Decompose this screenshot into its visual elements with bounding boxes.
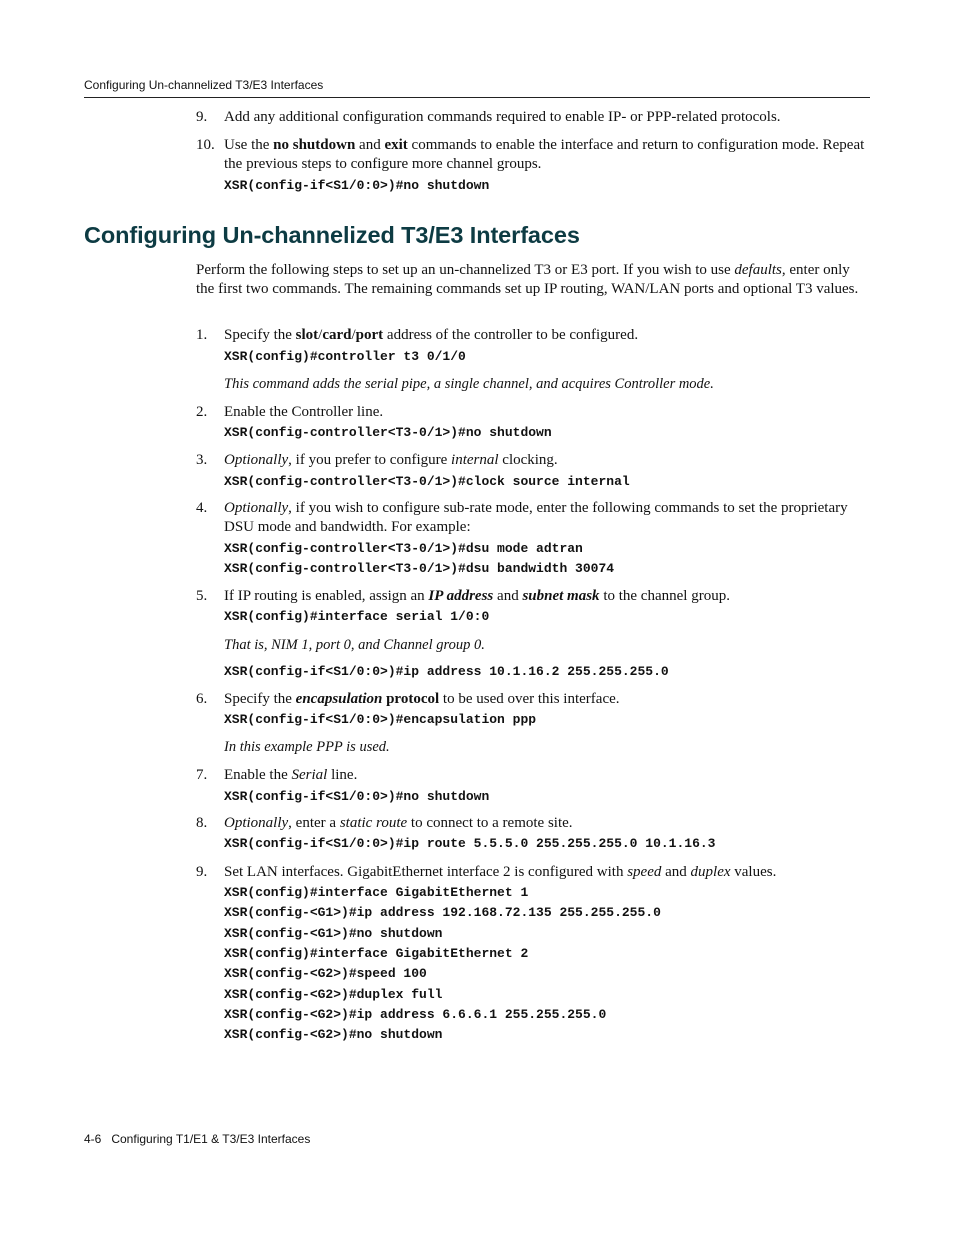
step-text (224, 863, 870, 882)
step-5 (196, 587, 870, 606)
emphasis: encapsulation (295, 691, 383, 707)
section-intro (196, 261, 870, 299)
step-1 (196, 326, 870, 345)
text-run: Specify the (224, 327, 296, 343)
text-run: and (355, 137, 385, 153)
step-note: In this example PPP is used. (224, 739, 390, 755)
text-run: / (351, 327, 356, 343)
emphasis: subnet mask (522, 588, 600, 604)
text-run: commands to enable the interface and return to configuration mode. Repeat the previous steps to configure more channel groups. (224, 137, 865, 172)
text-run: clocking. (498, 452, 558, 468)
step-number: 9. (196, 109, 208, 125)
command-line: XSR(config)#controller t3 0/1/0 (224, 349, 466, 364)
command-line: XSR(config-if<S1/0:0>)#no shutdown (224, 178, 490, 193)
running-header: Configuring Un-channelized T3/E3 Interfaces (84, 78, 324, 92)
emphasis: speed (627, 864, 662, 880)
text-run: , enter only the first two commands. The remaining commands set up IP routing, WAN/LAN ports and optional T3 values. (196, 262, 859, 297)
step-text (224, 451, 870, 470)
step-text (224, 587, 870, 606)
text-run: , if you wish to configure sub-rate mode, enter the following commands to set the proprietary DSU mode and bandwidth. For example: (224, 500, 848, 535)
command-line: XSR(config-<G2>)#speed 100 (224, 966, 427, 981)
step-text (224, 690, 870, 709)
text-run: Set LAN interfaces. GigabitEthernet interface 2 is configured with (224, 864, 628, 880)
text-run: , if you prefer to configure (288, 452, 452, 468)
text-run: to connect to a remote site. (407, 815, 573, 831)
emphasis: duplex (690, 864, 731, 880)
step-number: 1. (196, 327, 208, 343)
step-note: That is, NIM 1, port 0, and Channel group 0. (224, 637, 485, 653)
text-run: to the channel group. (599, 588, 730, 604)
text-run: If IP routing is enabled, assign an (224, 588, 429, 604)
emphasis: internal (451, 452, 499, 468)
keyword: port (355, 327, 384, 343)
text-run: and (661, 864, 691, 880)
command-line: XSR(config-controller<T3-0/1>)#dsu mode adtran (224, 541, 583, 556)
step-10-prev (196, 136, 870, 174)
step-note: This command adds the serial pipe, a single channel, and acquires Controller mode. (224, 376, 714, 392)
step-text (224, 499, 870, 537)
command-line: XSR(config-if<S1/0:0>)#ip route 5.5.5.0 255.255.255.0 10.1.16.3 (224, 836, 716, 851)
step-text (224, 136, 870, 174)
emphasis: static route (339, 815, 408, 831)
text-run: Specify the (224, 691, 296, 707)
emphasis: Optionally (224, 452, 289, 468)
chapter-title: Configuring T1/E1 & T3/E3 Interfaces (111, 1132, 311, 1146)
step-text (224, 814, 870, 833)
section-title: Configuring Un-channelized T3/E3 Interfaces (84, 222, 580, 248)
text-run: address of the controller to be configured. (383, 327, 639, 343)
emphasis: Optionally (224, 500, 289, 516)
text-run: values. (730, 864, 777, 880)
command-line: XSR(config-if<S1/0:0>)#no shutdown (224, 789, 490, 804)
step-9-prev (196, 108, 870, 127)
emphasis: defaults (734, 262, 782, 278)
step-text: Add any additional configuration commands required to enable IP- or PPP-related protocols. (224, 109, 781, 125)
step-8 (196, 814, 870, 833)
command-line: XSR(config)#interface serial 1/0:0 (224, 609, 490, 624)
header-rule (84, 97, 870, 98)
command-line: XSR(config-<G1>)#no shutdown (224, 926, 443, 941)
step-text: Enable the Controller line. (224, 404, 384, 420)
step-number: 3. (196, 452, 208, 468)
step-text (224, 766, 870, 785)
text-run: and (493, 588, 523, 604)
step-number: 2. (196, 404, 208, 420)
command-line: XSR(config-controller<T3-0/1>)#clock source internal (224, 474, 630, 489)
step-text (224, 326, 870, 345)
command-keyword: no shutdown (273, 137, 356, 153)
page-footer (84, 1132, 310, 1146)
command-line: XSR(config-<G2>)#duplex full (224, 987, 443, 1002)
step-number: 9. (196, 864, 208, 880)
step-number: 7. (196, 767, 208, 783)
text-run: Use the (224, 137, 274, 153)
step-3 (196, 451, 870, 470)
step-4 (196, 499, 870, 537)
step-number: 4. (196, 500, 208, 516)
command-line: XSR(config-<G2>)#no shutdown (224, 1027, 443, 1042)
command-line: XSR(config)#interface GigabitEthernet 2 (224, 946, 529, 961)
step-number: 8. (196, 815, 208, 831)
keyword: card (322, 327, 352, 343)
emphasis: Optionally (224, 815, 289, 831)
text-run: / (318, 327, 323, 343)
step-number: 6. (196, 691, 208, 707)
step-number: 5. (196, 588, 208, 604)
emphasis: IP address (428, 588, 494, 604)
text-run: Enable the (224, 767, 292, 783)
keyword: slot (295, 327, 319, 343)
page-number: 4-6 (84, 1132, 102, 1146)
command-keyword: exit (384, 137, 408, 153)
step-7 (196, 766, 870, 785)
step-number: 10. (196, 137, 215, 153)
command-line: XSR(config)#interface GigabitEthernet 1 (224, 885, 529, 900)
step-9 (196, 863, 870, 882)
command-line: XSR(config-controller<T3-0/1>)#dsu bandwidth 30074 (224, 561, 615, 576)
text-run: Perform the following steps to set up an un-channelized T3 or E3 port. If you wish to use (196, 262, 735, 278)
emphasis: Serial (291, 767, 328, 783)
step-6 (196, 690, 870, 709)
keyword: protocol (382, 691, 440, 707)
command-line: XSR(config-if<S1/0:0>)#encapsulation ppp (224, 712, 537, 727)
command-line: XSR(config-if<S1/0:0>)#ip address 10.1.16.2 255.255.255.0 (224, 664, 669, 679)
step-2 (196, 403, 870, 422)
text-run: , enter a (288, 815, 340, 831)
text-run: to be used over this interface. (439, 691, 620, 707)
command-line: XSR(config-<G1>)#ip address 192.168.72.135 255.255.255.0 (224, 905, 661, 920)
command-line: XSR(config-controller<T3-0/1>)#no shutdown (224, 425, 552, 440)
command-line: XSR(config-<G2>)#ip address 6.6.6.1 255.255.255.0 (224, 1007, 607, 1022)
text-run: line. (327, 767, 358, 783)
